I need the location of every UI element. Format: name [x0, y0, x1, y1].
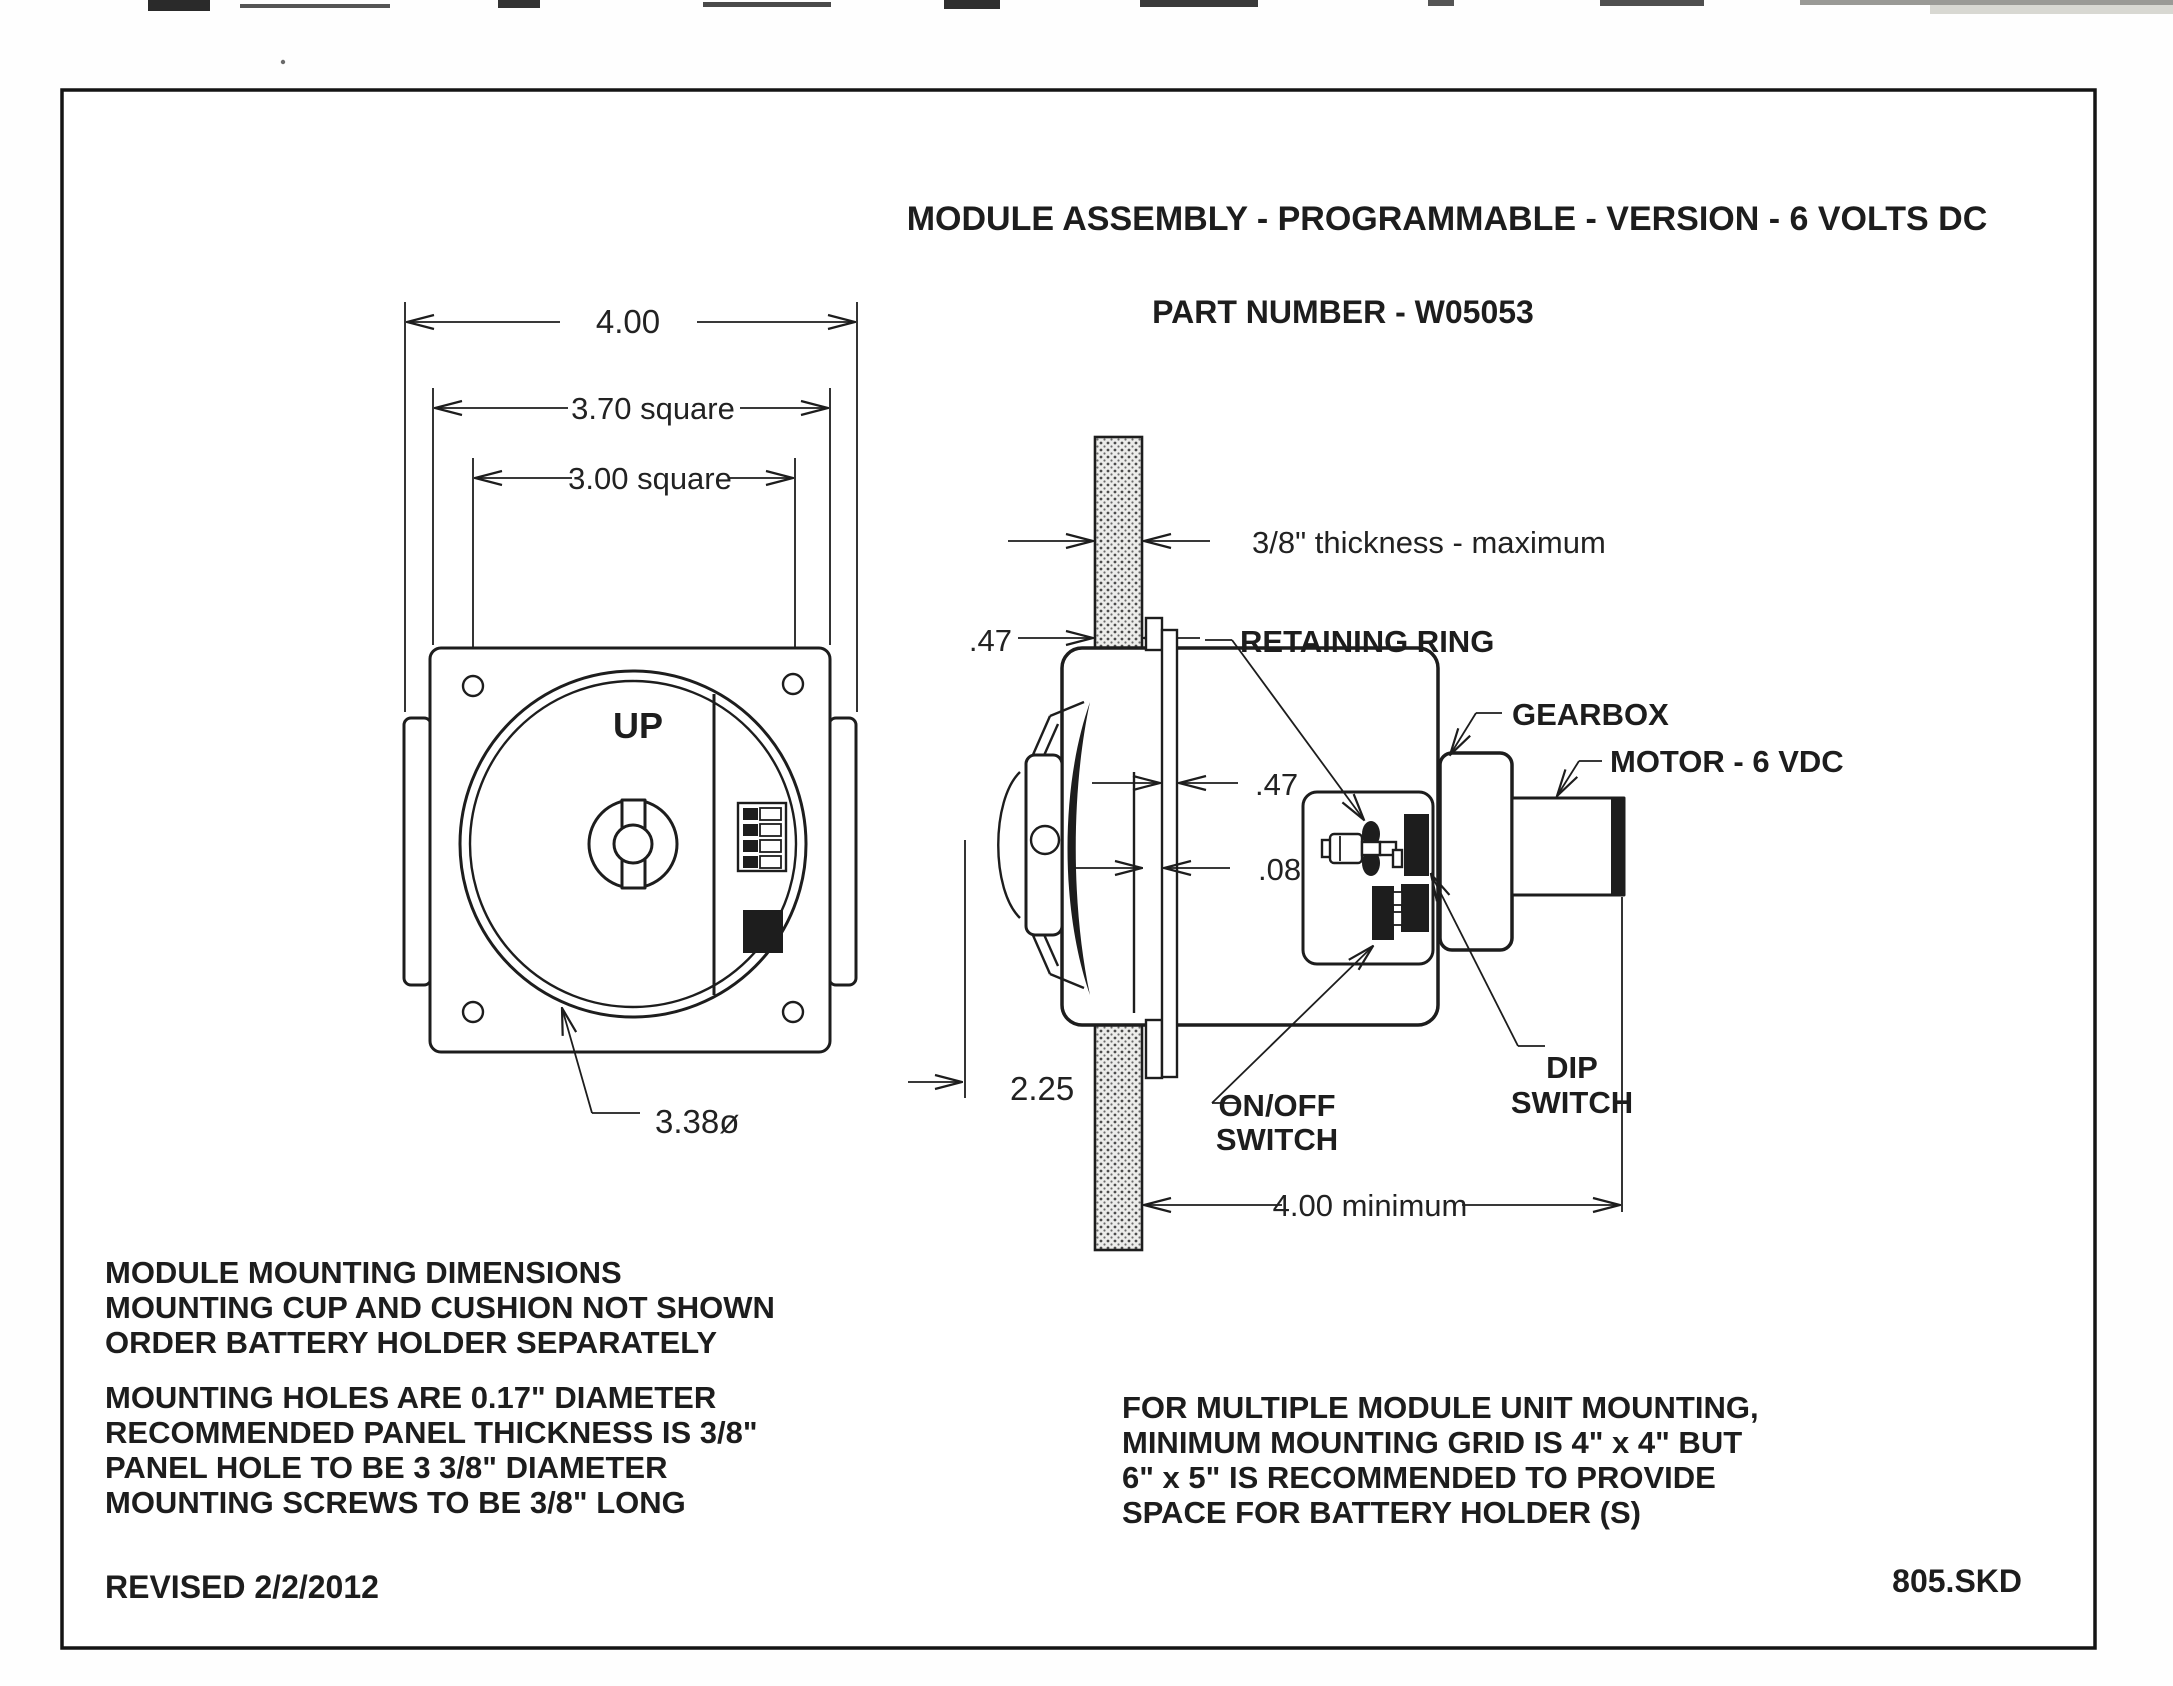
- svg-text:SPACE FOR BATTERY HOLDER (S): SPACE FOR BATTERY HOLDER (S): [1122, 1495, 1641, 1530]
- revised-date: REVISED 2/2/2012: [105, 1569, 379, 1605]
- dim-plate-width-text: 3.70 square: [571, 391, 735, 426]
- front-black-module: [743, 910, 783, 953]
- svg-text:PANEL HOLE TO BE 3 3/8" DIAMET: PANEL HOLE TO BE 3 3/8" DIAMETER: [105, 1450, 668, 1485]
- svg-text:ON/OFF: ON/OFF: [1218, 1088, 1336, 1123]
- svg-text:GEARBOX: GEARBOX: [1512, 697, 1669, 732]
- mounting-tab-right: [829, 718, 856, 985]
- notes-mounting-specs: [105, 1380, 758, 1520]
- svg-text:MINIMUM MOUNTING GRID IS 4" x: MINIMUM MOUNTING GRID IS 4" x 4" BUT: [1122, 1425, 1743, 1460]
- up-label: UP: [612, 705, 664, 746]
- center-hub: [589, 800, 677, 888]
- dim-front-depth-text: .47: [968, 623, 1012, 658]
- dim-overall-width-text: 4.00: [595, 303, 661, 340]
- mounting-tab-left: [404, 718, 431, 985]
- dim-hole-spacing-text: 3.00 square: [568, 461, 732, 496]
- page-title: MODULE ASSEMBLY - PROGRAMMABLE - VERSION - 6 VOLTS DC: [906, 200, 1988, 238]
- dim-protrusion-text: 2.25: [1010, 1070, 1075, 1107]
- part-number: PART NUMBER - W05053: [1152, 294, 1534, 330]
- dim-flange-thickness-text: .08: [1258, 852, 1302, 887]
- dim-diameter-text: 3.38ø: [655, 1103, 740, 1140]
- dim-panel-thickness-text: 3/8" thickness - maximum: [1252, 525, 1606, 560]
- svg-text:MOUNTING SCREWS TO BE 3/8" LON: MOUNTING SCREWS TO BE 3/8" LONG: [105, 1485, 686, 1520]
- svg-text:SWITCH: SWITCH: [1510, 1085, 1634, 1120]
- dip-switch-block: [1404, 814, 1429, 876]
- svg-text:DIP: DIP: [1546, 1050, 1598, 1085]
- doc-number: 805.SKD: [1892, 1563, 2022, 1599]
- dim-clearance-text: 4.00 minimum: [1272, 1188, 1468, 1223]
- knob-center-hole: [1031, 826, 1059, 854]
- svg-text:RETAINING RING: RETAINING RING: [1240, 624, 1495, 659]
- front-dip-switch: [738, 803, 786, 871]
- gearbox: [1440, 753, 1512, 950]
- svg-text:MOTOR - 6 VDC: MOTOR - 6 VDC: [1610, 744, 1844, 779]
- svg-text:FOR MULTIPLE MODULE UNIT MOUNT: FOR MULTIPLE MODULE UNIT MOUNTING,: [1122, 1390, 1759, 1425]
- svg-text:MOUNTING CUP AND CUSHION NOT S: MOUNTING CUP AND CUSHION NOT SHOWN: [105, 1290, 775, 1325]
- svg-text:MODULE MOUNTING DIMENSIONS: MODULE MOUNTING DIMENSIONS: [105, 1255, 622, 1290]
- motor: [1512, 798, 1624, 895]
- svg-text:RECOMMENDED PANEL THICKNESS IS: RECOMMENDED PANEL THICKNESS IS 3/8": [105, 1415, 758, 1450]
- svg-text:SWITCH: SWITCH: [1215, 1122, 1339, 1157]
- dim-lip-text: .47: [1255, 767, 1299, 802]
- svg-text:6" x 5" IS RECOMMENDED TO PR: 6" x 5" IS RECOMMENDED TO PROVIDE: [1122, 1460, 1716, 1495]
- svg-text:ORDER BATTERY HOLDER SEPARATEL: ORDER BATTERY HOLDER SEPARATELY: [105, 1325, 718, 1360]
- svg-text:MOUNTING HOLES ARE 0.17" DIAME: MOUNTING HOLES ARE 0.17" DIAMETER: [105, 1380, 717, 1415]
